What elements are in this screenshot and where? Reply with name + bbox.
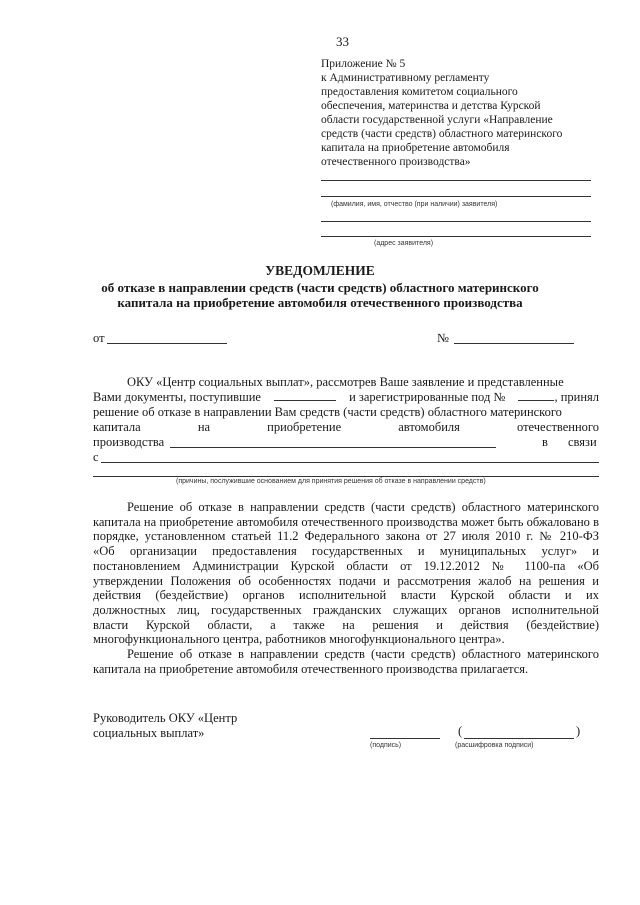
body-p2-line: утверждении Положения об особенностях подачи и рассмотрения жалоб на решения и xyxy=(93,573,599,588)
notice-title: УВЕДОМЛЕНИЕ xyxy=(265,263,375,278)
p1-line-2-text-b: и зарегистрированные под № xyxy=(349,390,506,404)
applicant-address-caption: (адрес заявителя) xyxy=(374,240,434,247)
reasons-caption: (причины, послужившие основанием для принятия решения об отказе в направлении средств) xyxy=(176,478,486,485)
p1-word: капитала xyxy=(93,420,141,434)
p1-word: приобретение xyxy=(267,420,342,434)
body-p2-line: многофункционального центра, работников многофункционального центра». xyxy=(93,632,505,647)
open-paren: ( xyxy=(458,724,463,738)
body-p2-line: «Об организации предоставления государственных и муниципальных услуг» и xyxy=(93,544,599,559)
applicant-name-line-2[interactable] xyxy=(321,196,591,197)
appendix-line: обеспечения, материнства и детства Курской xyxy=(321,100,541,112)
signature-field[interactable] xyxy=(370,738,440,739)
appendix-line: к Административному регламенту xyxy=(321,72,490,84)
p1-line-2-text-c: , принял xyxy=(554,390,599,404)
signature-caption: (подпись) xyxy=(370,742,402,749)
p1-line-6-text: с xyxy=(93,450,99,464)
applicant-name-caption: (фамилия, имя, отчество (при наличии) заявителя) xyxy=(331,201,498,208)
p1-line-2-text-a: Вами документы, поступившие xyxy=(93,390,261,404)
p1-word: отечественного xyxy=(516,420,599,434)
applicant-address-line-1[interactable] xyxy=(321,221,591,222)
appendix-header xyxy=(321,57,621,169)
applicant-name-line-1[interactable] xyxy=(321,180,591,181)
appendix-line: предоставления комитетом социального xyxy=(321,86,518,98)
body-p3 xyxy=(93,647,599,676)
p1-line-5-text-c: связи xyxy=(568,435,597,449)
p1-word: на xyxy=(197,420,211,434)
applicant-address-line-2[interactable] xyxy=(321,236,591,237)
number-label: № xyxy=(437,331,449,345)
notice-subtitle-line-1: об отказе в направлении средств (части средств) областного материнского xyxy=(101,280,539,295)
p1-word: автомобиля xyxy=(398,420,460,434)
p1-line-5-text-a: производства xyxy=(93,435,165,449)
body-p2-line: постановлением Администрации Курской области от 19.12.2012 № 1100-па «Об xyxy=(93,558,599,573)
appendix-line: средств (части средств) областного материнского xyxy=(321,128,563,140)
body-p2-line: должностных лиц, государственных гражданских служащих органов исполнительной xyxy=(93,602,599,617)
body-p3-line: Решение об отказе в направлении средств (части средств) областного материнского xyxy=(127,647,599,661)
number-field[interactable] xyxy=(454,343,574,344)
vehicle-field[interactable] xyxy=(170,447,496,448)
body-p2 xyxy=(93,500,599,647)
p1-line-5-text-b: в xyxy=(542,435,548,449)
reason-field-2[interactable] xyxy=(93,476,599,477)
decoding-caption: (расшифровка подписи) xyxy=(455,742,534,749)
appendix-line: области государственной услуги «Направление xyxy=(321,114,553,126)
body-p2-line: капитала на приобретение автомобиля отечественного производства может быть обжаловано в xyxy=(93,514,599,529)
reason-field-1[interactable] xyxy=(101,462,599,463)
notice-subtitle-line-2: капитала на приобретение автомобиля отечественного производства xyxy=(117,295,523,310)
appendix-line: отечественного производства» xyxy=(321,156,471,168)
received-date-field[interactable] xyxy=(274,390,336,401)
registration-number-field[interactable] xyxy=(518,390,554,401)
body-p1-line-4 xyxy=(93,420,599,435)
date-field[interactable] xyxy=(107,343,227,344)
signatory-position-line-2: социальных выплат» xyxy=(93,726,205,740)
body-p2-line: действия (бездействие) органов исполнительной власти Курской области и их xyxy=(93,588,599,603)
appendix-line: капитала на приобретение автомобиля xyxy=(321,142,510,154)
page-number: 33 xyxy=(336,34,349,49)
body-p3-line: капитала на приобретение автомобиля отечественного производства прилагается. xyxy=(93,661,529,676)
close-paren: ) xyxy=(576,724,581,738)
body-p2-line: Решение об отказе в направлении средств (части средств) областного материнского xyxy=(127,500,599,514)
body-p1-line-3: решение об отказе в направлении Вам средств (части средств) областного материнского xyxy=(93,405,562,419)
signature-decoding-field[interactable] xyxy=(464,738,574,739)
body-p2-line: порядке, установленном статьей 11.2 Федерального закона от 27 июля 2010 г. № 210-ФЗ xyxy=(93,529,599,544)
appendix-line: Приложение № 5 xyxy=(321,58,406,70)
body-p2-line: власти Курской области, а также на решения и действия (бездействие) xyxy=(93,617,599,632)
signatory-position-line-1: Руководитель ОКУ «Центр xyxy=(93,711,238,725)
body-p1-line-2 xyxy=(93,390,599,405)
from-label: от xyxy=(93,331,105,345)
body-p1-line-1: ОКУ «Центр социальных выплат», рассмотрев Ваше заявление и представленные xyxy=(127,375,564,389)
